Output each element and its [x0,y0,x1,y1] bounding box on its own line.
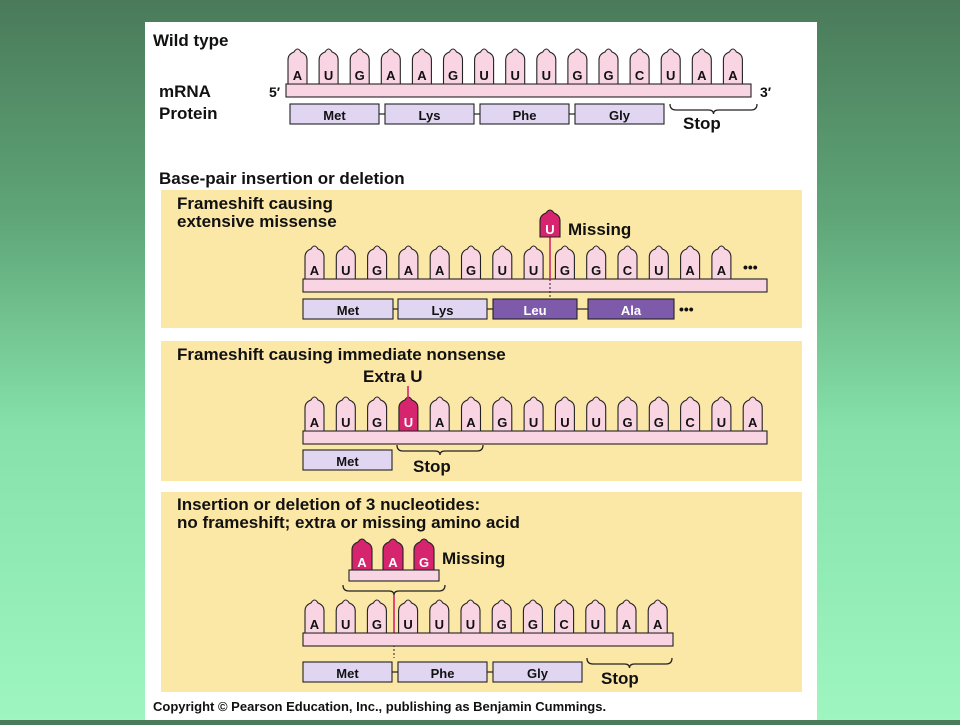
nucleotide-label: U [560,415,570,430]
nucleotide-label: A [716,263,727,278]
nucleotide-label: U [541,68,551,83]
amino-acid-label: Gly [527,666,548,681]
nucleotide-label: U [403,617,413,632]
amino-acid-label: Met [336,303,360,318]
mutant-nucleotide-label: U [545,222,555,237]
nucleotide-label: G [354,68,365,83]
amino-acid-label: Leu [523,303,547,318]
amino-acid-label: Phe [430,666,455,681]
amino-acid-label: Lys [431,303,454,318]
nucleotide-label: G [447,68,459,83]
nucleotide-label: U [341,415,351,430]
nucleotide-label: A [728,68,738,83]
nucleotide-label: C [559,617,569,632]
panel2-mutation-label: Extra U [363,367,423,386]
section-title: Base-pair insertion or deletion [159,169,405,188]
panel1-title-line1: Frameshift causing [177,194,333,213]
nucleotide-label: G [527,617,538,632]
nucleotide-label: A [435,415,445,430]
mutant-nucleotide-label: A [357,555,367,570]
nucleotide-label: U [528,415,539,430]
panel1-title-line2: extensive missense [177,212,337,231]
stop-bracket [670,104,757,114]
panel3-title-line1: Insertion or deletion of 3 nucleotides: [177,495,481,514]
mutant-nucleotide-label: A [388,555,398,570]
nucleotide-label: G [622,415,633,430]
nucleotide-label: G [371,617,382,632]
nucleotide-label: A [435,263,445,278]
nucleotide-label: G [496,617,507,632]
nucleotide-label: A [466,415,476,430]
nucleotide-label: U [666,68,676,83]
nucleotide-label: A [417,68,427,83]
nucleotide-label: A [292,68,303,83]
amino-acid-label: Lys [418,108,441,123]
nucleotide-label: C [685,415,695,430]
nucleotide-label: A [309,415,320,430]
nucleotide-label: A [697,68,707,83]
nucleotide-label: U [590,617,600,632]
nucleotide-label: G [572,68,583,83]
nucleotide-label: G [372,415,383,430]
nucleotide-label: G [372,263,383,278]
nucleotide-label: G [559,263,570,278]
nucleotide-label: G [591,263,602,278]
copyright-text: Copyright © Pearson Education, Inc., publishing as Benjamin Cummings. [153,699,607,714]
continuation-dots: ••• [743,259,758,275]
amino-acid-label: Met [323,108,346,123]
stop-label: Stop [683,114,721,133]
nucleotide-label: G [465,263,477,278]
panel3-title-line2: no frameshift; extra or missing amino acid [177,513,520,532]
nucleotide-label: U [528,263,539,278]
mrna-strand [303,633,673,646]
nucleotide-label: A [309,617,320,632]
panel3-mutation-label: Missing [442,549,506,568]
nucleotide-label: C [622,263,633,278]
amino-acid-label: Gly [609,108,630,123]
three-prime-label: 3′ [760,84,772,100]
nucleotide-label: C [634,68,645,83]
nucleotide-label: A [621,617,632,632]
panel1-mutation-label: Missing [568,220,632,239]
nucleotide-label: U [403,415,414,430]
nucleotide-label: A [653,617,663,632]
protein-label: Protein [159,104,218,123]
mutation-figure [145,22,817,720]
nucleotide-label: U [465,617,476,632]
nucleotide-label: U [716,415,727,430]
amino-acid-label: Ala [620,303,642,318]
mrna-strand [303,279,767,292]
mrna-strand [286,84,751,97]
nucleotide-label: A [748,415,758,430]
amino-acid-label: Phe [512,108,537,123]
mrna-strand [303,431,767,444]
nucleotide-label: G [603,68,614,83]
nucleotide-label: A [386,68,396,83]
wild-type-title: Wild type [153,31,229,50]
mrna-label: mRNA [159,82,211,101]
nucleotide-label: U [434,617,444,632]
nucleotide-label: U [323,68,334,83]
nucleotide-label: U [654,263,664,278]
stop-label: Stop [413,457,451,476]
amino-acid-label: Met [336,454,359,469]
nucleotide-label: U [497,263,507,278]
panel2-title-line1: Frameshift causing immediate nonsense [177,345,506,364]
nucleotide-label: A [403,263,414,278]
five-prime-label: 5′ [269,84,281,100]
stop-label: Stop [601,669,639,688]
continuation-dots: ••• [679,301,694,317]
nucleotide-label: U [341,263,351,278]
nucleotide-label: A [685,263,695,278]
nucleotide-label: G [497,415,508,430]
amino-acid-label: Met [336,666,359,681]
nucleotide-label: U [591,415,601,430]
mutant-nucleotide-label: G [418,555,430,570]
missing-fragment-strand [349,570,439,581]
nucleotide-label: U [510,68,520,83]
nucleotide-label: U [341,617,351,632]
nucleotide-label: U [479,68,489,83]
nucleotide-label: G [653,415,664,430]
nucleotide-label: A [309,263,320,278]
